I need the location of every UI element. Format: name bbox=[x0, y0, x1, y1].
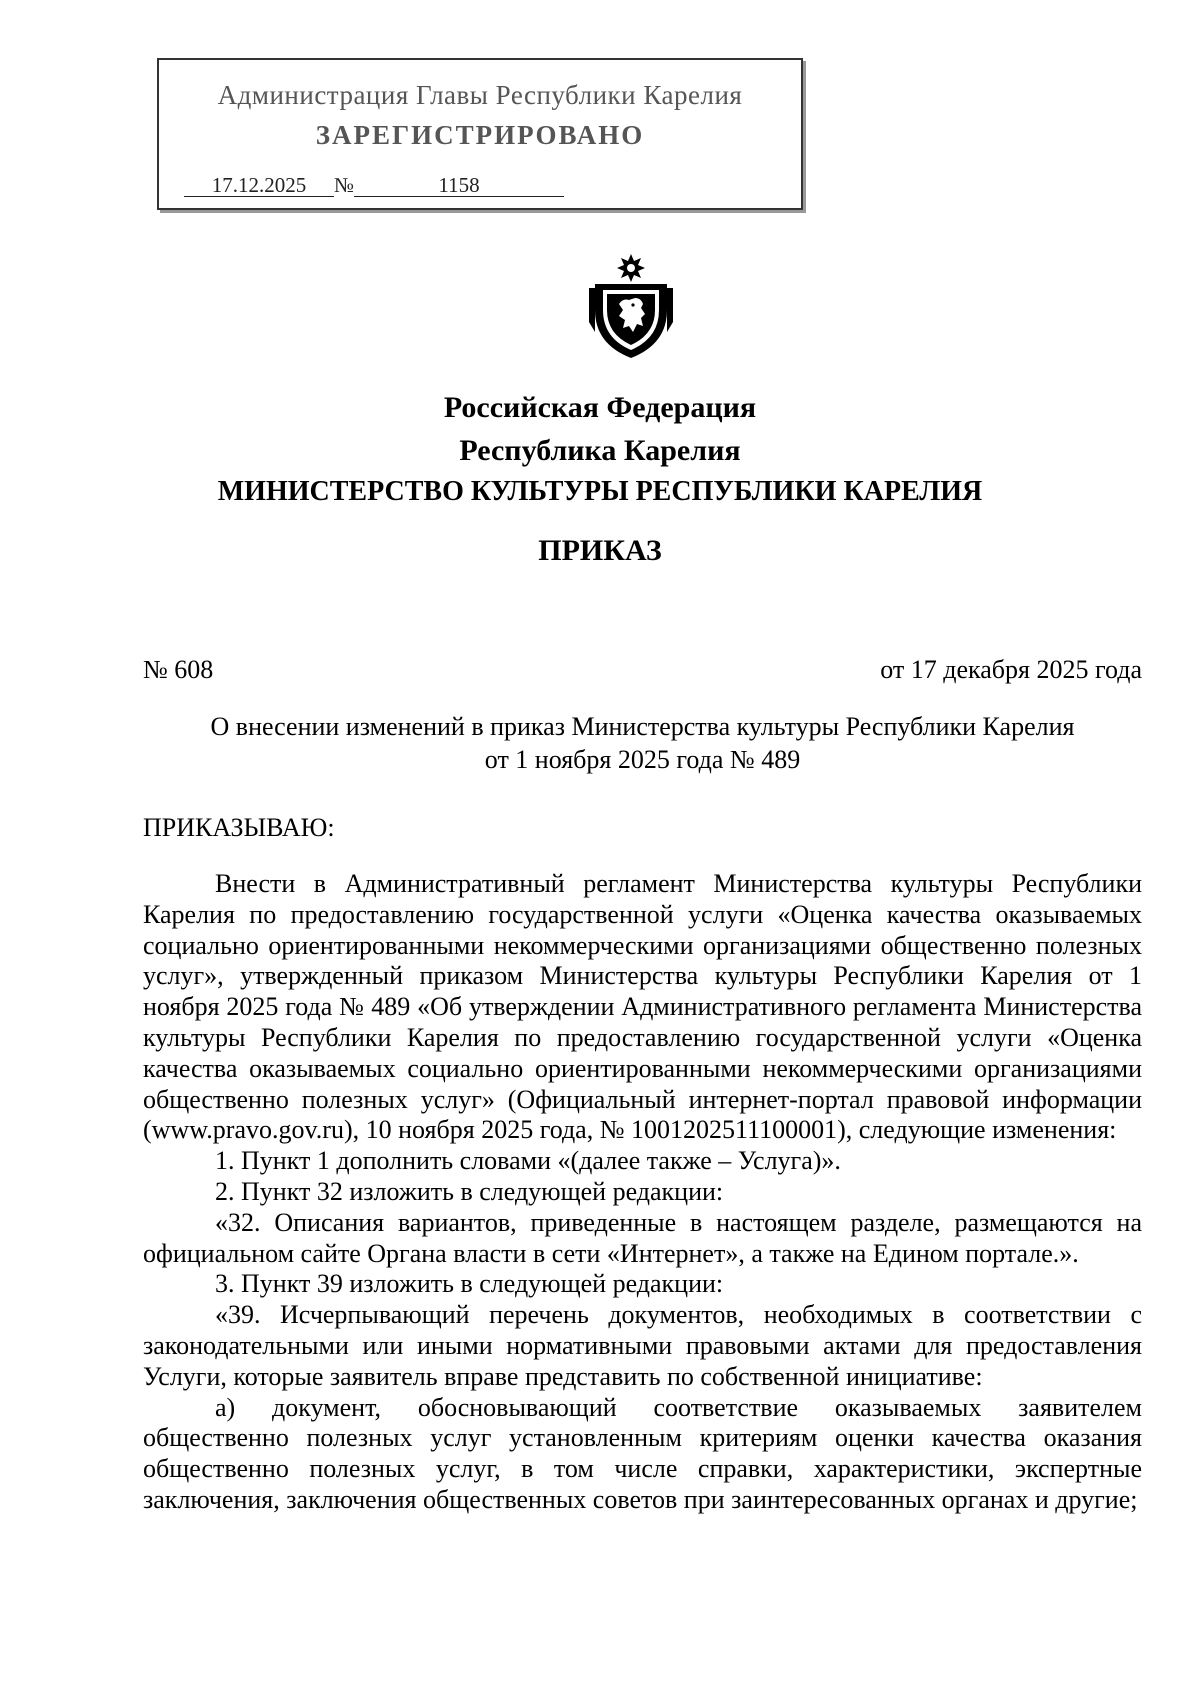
header-country: Российская Федерация bbox=[443, 391, 757, 424]
karelia-coat-of-arms-icon bbox=[583, 252, 679, 360]
stamp-authority: Администрация Главы Республики Карелия bbox=[217, 80, 743, 110]
stamp-date: 17.12.2025 bbox=[184, 174, 334, 197]
order-heading: ПРИКАЗЫВАЮ: bbox=[143, 813, 335, 842]
body-item-1: 1. Пункт 1 дополнить словами «(далее также – Услуга)». bbox=[215, 1146, 841, 1176]
document-body bbox=[143, 869, 1142, 1516]
stamp-number: 1158 bbox=[354, 174, 564, 197]
document-date: от 17 декабря 2025 года bbox=[880, 655, 1142, 684]
body-intro-paragraph: Внести в Административный регламент Министерства культуры Республики Карелия по предоставлению государственной услуги «Оценка качества оказываемых социально ориентированными некоммерческими организациями общественно полезных услуг», утвержденный приказом Министерства культуры Республики Карелия от 1 ноября 2025 года № 489 «Об утверждении Административного регламента Министерства культуры Республики Карелия по предоставлению государственной услуги «Оценка качества оказываемых социально ориентированными некоммерческими организациями общественно полезных услуг» (Официальный интернет-портал правовой информации (www.pravo.gov.ru), 10 ноября 2025 года, № 1001202511100001), следующие изменения: bbox=[143, 869, 1142, 1145]
stamp-number-sign: № bbox=[334, 173, 355, 197]
body-item-2: 2. Пункт 32 изложить в следующей редакции: bbox=[215, 1176, 724, 1206]
body-quote-39: «39. Исчерпывающий перечень документов, необходимых в соответствии с законодательными или иными нормативными правовыми актами для предоставления Услуги, которые заявитель вправе представить по собственной инициативе: bbox=[143, 1300, 1142, 1391]
stamp-registration-line bbox=[184, 173, 564, 198]
header-ministry: МИНИСТЕРСТВО КУЛЬТУРЫ РЕСПУБЛИКИ КАРЕЛИЯ bbox=[217, 476, 983, 507]
stamp-registered: ЗАРЕГИСТРИРОВАНО bbox=[315, 120, 645, 150]
subject-line-2: от 1 ноября 2025 года № 489 bbox=[484, 745, 801, 774]
registration-stamp bbox=[157, 58, 803, 210]
subject-line-1: О внесении изменений в приказ Министерства культуры Республики Карелия bbox=[210, 712, 1075, 741]
document-type: ПРИКАЗ bbox=[538, 534, 662, 567]
body-subitem-a: а) документ, обосновывающий соответствие оказываемых заявителем общественно полезных услуг установленным критериям оценки качества оказания общественно полезных услуг, в том числе справки, характеристики, экспертные заключения, заключения общественных советов при заинтересованных органах и другие; bbox=[143, 1392, 1142, 1514]
header-republic: Республика Карелия bbox=[459, 434, 741, 467]
document-number: № 608 bbox=[143, 655, 214, 684]
body-item-3: 3. Пункт 39 изложить в следующей редакции: bbox=[215, 1269, 724, 1299]
body-quote-32: «32. Описания вариантов, приведенные в настоящем разделе, размещаются на официальном сайте Органа власти в сети «Интернет», а также на Едином портале.». bbox=[143, 1207, 1142, 1268]
